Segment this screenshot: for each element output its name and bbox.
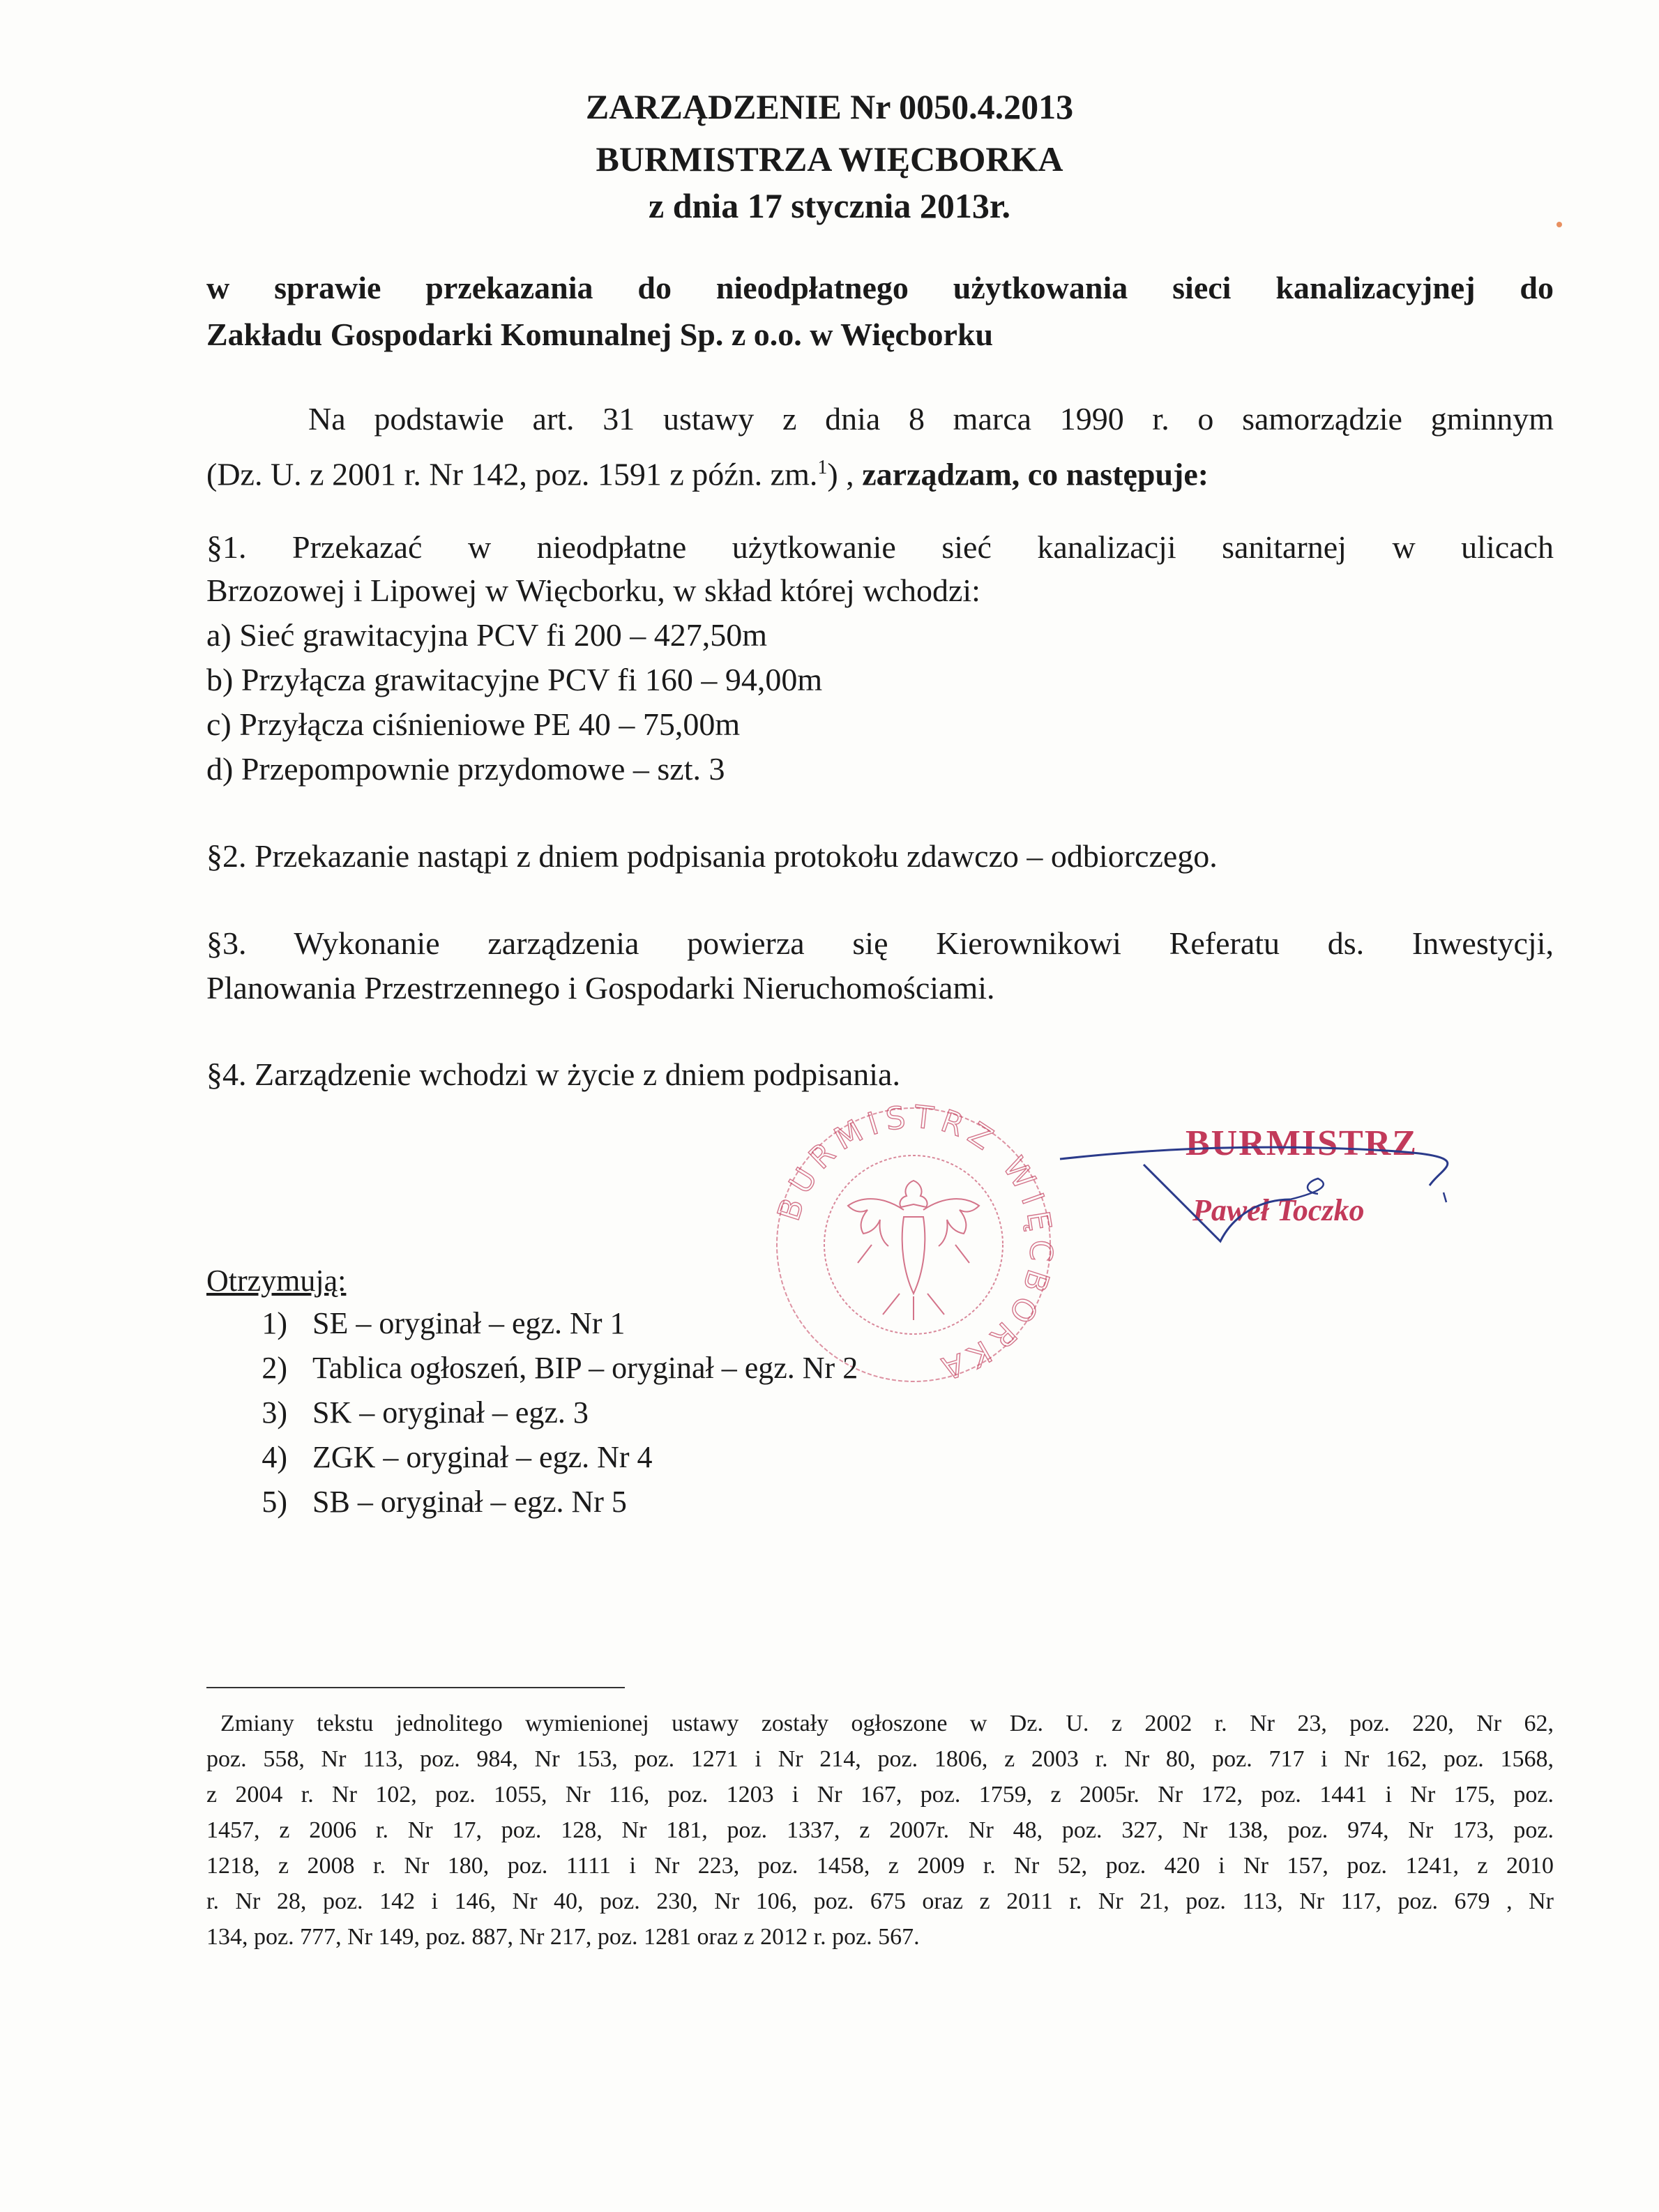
signature-name: Paweł Toczko: [1192, 1193, 1365, 1227]
recipient-item: [245, 1480, 1013, 1524]
footnote-line: poz. 558, Nr 113, poz. 984, Nr 153, poz. 1271 i Nr 214, poz. 1806, z 2003 r. Nr 80, poz. 717 i Nr 162, poz. 1568,: [206, 1746, 1554, 1772]
footnote-line: z 2004 r. Nr 102, poz. 1055, Nr 116, poz. 1203 i Nr 167, poz. 1759, z 2005r. Nr 172, poz. 1441 i Nr 175, poz.: [206, 1782, 1554, 1808]
seal-ring-text: BURMISTRZ WIĘCBORKA: [771, 1099, 1059, 1388]
footnote-line: Zmiany tekstu jednolitego wymienionej ustawy zostały ogłoszone w Dz. U. z 2002 r. Nr 23, poz. 220, Nr 62,: [220, 1711, 1554, 1736]
basis-line-1: Na podstawie art. 31 ustawy z dnia 8 marca 1990 r. o samorządzie gminnym: [308, 401, 1554, 437]
footnote-line: r. Nr 28, poz. 142 i 146, Nr 40, poz. 230, Nr 106, poz. 675 oraz z 2011 r. Nr 21, poz. 113, Nr 117, poz. 679 , Nr: [206, 1888, 1554, 1914]
footnote-marker: 1: [817, 457, 828, 478]
recipient-number: 5): [262, 1485, 287, 1519]
recipient-item: [245, 1301, 1013, 1346]
recipient-text: SE – oryginał – egz. Nr 1: [312, 1306, 626, 1340]
signature-title: BURMISTRZ: [1185, 1123, 1418, 1163]
recipient-item: [245, 1346, 1013, 1391]
section-1-line-1: §1. Przekazać w nieodpłatne użytkowanie sieć kanalizacji sanitarnej w ulicach: [206, 529, 1554, 565]
section-1-line-2: Brzozowej i Lipowej w Więcborku, w skład której wchodzi:: [206, 573, 980, 608]
recipient-number: 3): [262, 1395, 287, 1430]
document-date: z dnia 17 stycznia 2013r.: [649, 186, 1010, 225]
recipients-heading: Otrzymują:: [206, 1264, 347, 1298]
scan-speck: [1556, 222, 1562, 227]
signature-stamp: [1179, 1123, 1471, 1248]
basis-decree: zarządzam, co następuje:: [862, 456, 1209, 492]
recipient-text: SB – oryginał – egz. Nr 5: [312, 1485, 627, 1519]
section-1-item-d: d) Przepompownie przydomowe – szt. 3: [206, 751, 725, 787]
basis-line-2: [206, 446, 1209, 496]
recipient-text: SK – oryginał – egz. 3: [312, 1395, 589, 1430]
section-2: §2. Przekazanie nastąpi z dniem podpisania protokołu zdawczo – odbiorczego.: [206, 838, 1218, 874]
eagle-emblem-icon: [848, 1181, 979, 1320]
section-4: §4. Zarządzenie wchodzi w życie z dniem podpisania.: [206, 1056, 900, 1092]
footnote-line: 1218, z 2008 r. Nr 180, poz. 1111 i Nr 223, poz. 1458, z 2009 r. Nr 52, poz. 420 i Nr 157, poz. 1241, z 2010: [206, 1853, 1554, 1879]
basis-separator: ) ,: [827, 456, 863, 492]
section-1-item-a: a) Sieć grawitacyjna PCV fi 200 – 427,50m: [206, 617, 768, 653]
section-1-item-b: b) Przyłącza grawitacyjne PCV fi 160 – 94,00m: [206, 662, 823, 697]
recipient-text: ZGK – oryginał – egz. Nr 4: [312, 1440, 653, 1474]
footnote-separator: [206, 1687, 625, 1688]
recipient-item: [245, 1435, 1013, 1480]
subject-line-2: Zakładu Gospodarki Komunalnej Sp. z o.o. w Więcborku: [206, 317, 994, 352]
footnote-line: 1457, z 2006 r. Nr 17, poz. 128, Nr 181, poz. 1337, z 2007r. Nr 48, poz. 327, Nr 138, poz. 974, Nr 173, poz.: [206, 1817, 1554, 1843]
handwritten-signature: [1053, 1116, 1485, 1255]
section-3-line-1: §3. Wykonanie zarządzenia powierza się Kierownikowi Referatu ds. Inwestycji,: [206, 925, 1554, 961]
recipient-item: [245, 1391, 1013, 1435]
basis-citation: (Dz. U. z 2001 r. Nr 142, poz. 1591 z późn. zm.: [206, 456, 818, 492]
section-1-item-c: c) Przyłącza ciśnieniowe PE 40 – 75,00m: [206, 706, 741, 742]
document-title: ZARZĄDZENIE Nr 0050.4.2013: [585, 87, 1074, 126]
recipient-number: 4): [262, 1440, 287, 1474]
recipient-number: 2): [262, 1351, 287, 1385]
footnote-line: 134, poz. 777, Nr 149, poz. 887, Nr 217, poz. 1281 oraz z 2012 r. poz. 567.: [206, 1924, 920, 1950]
recipient-number: 1): [262, 1306, 287, 1340]
issuer-title: BURMISTRZA WIĘCBORKA: [596, 139, 1063, 179]
subject-line-1: w sprawie przekazania do nieodpłatnego użytkowania sieci kanalizacyjnej do: [206, 270, 1554, 305]
recipient-text: Tablica ogłoszeń, BIP – oryginał – egz. Nr 2: [312, 1351, 858, 1385]
section-3-line-2: Planowania Przestrzennego i Gospodarki Nieruchomościami.: [206, 970, 995, 1006]
